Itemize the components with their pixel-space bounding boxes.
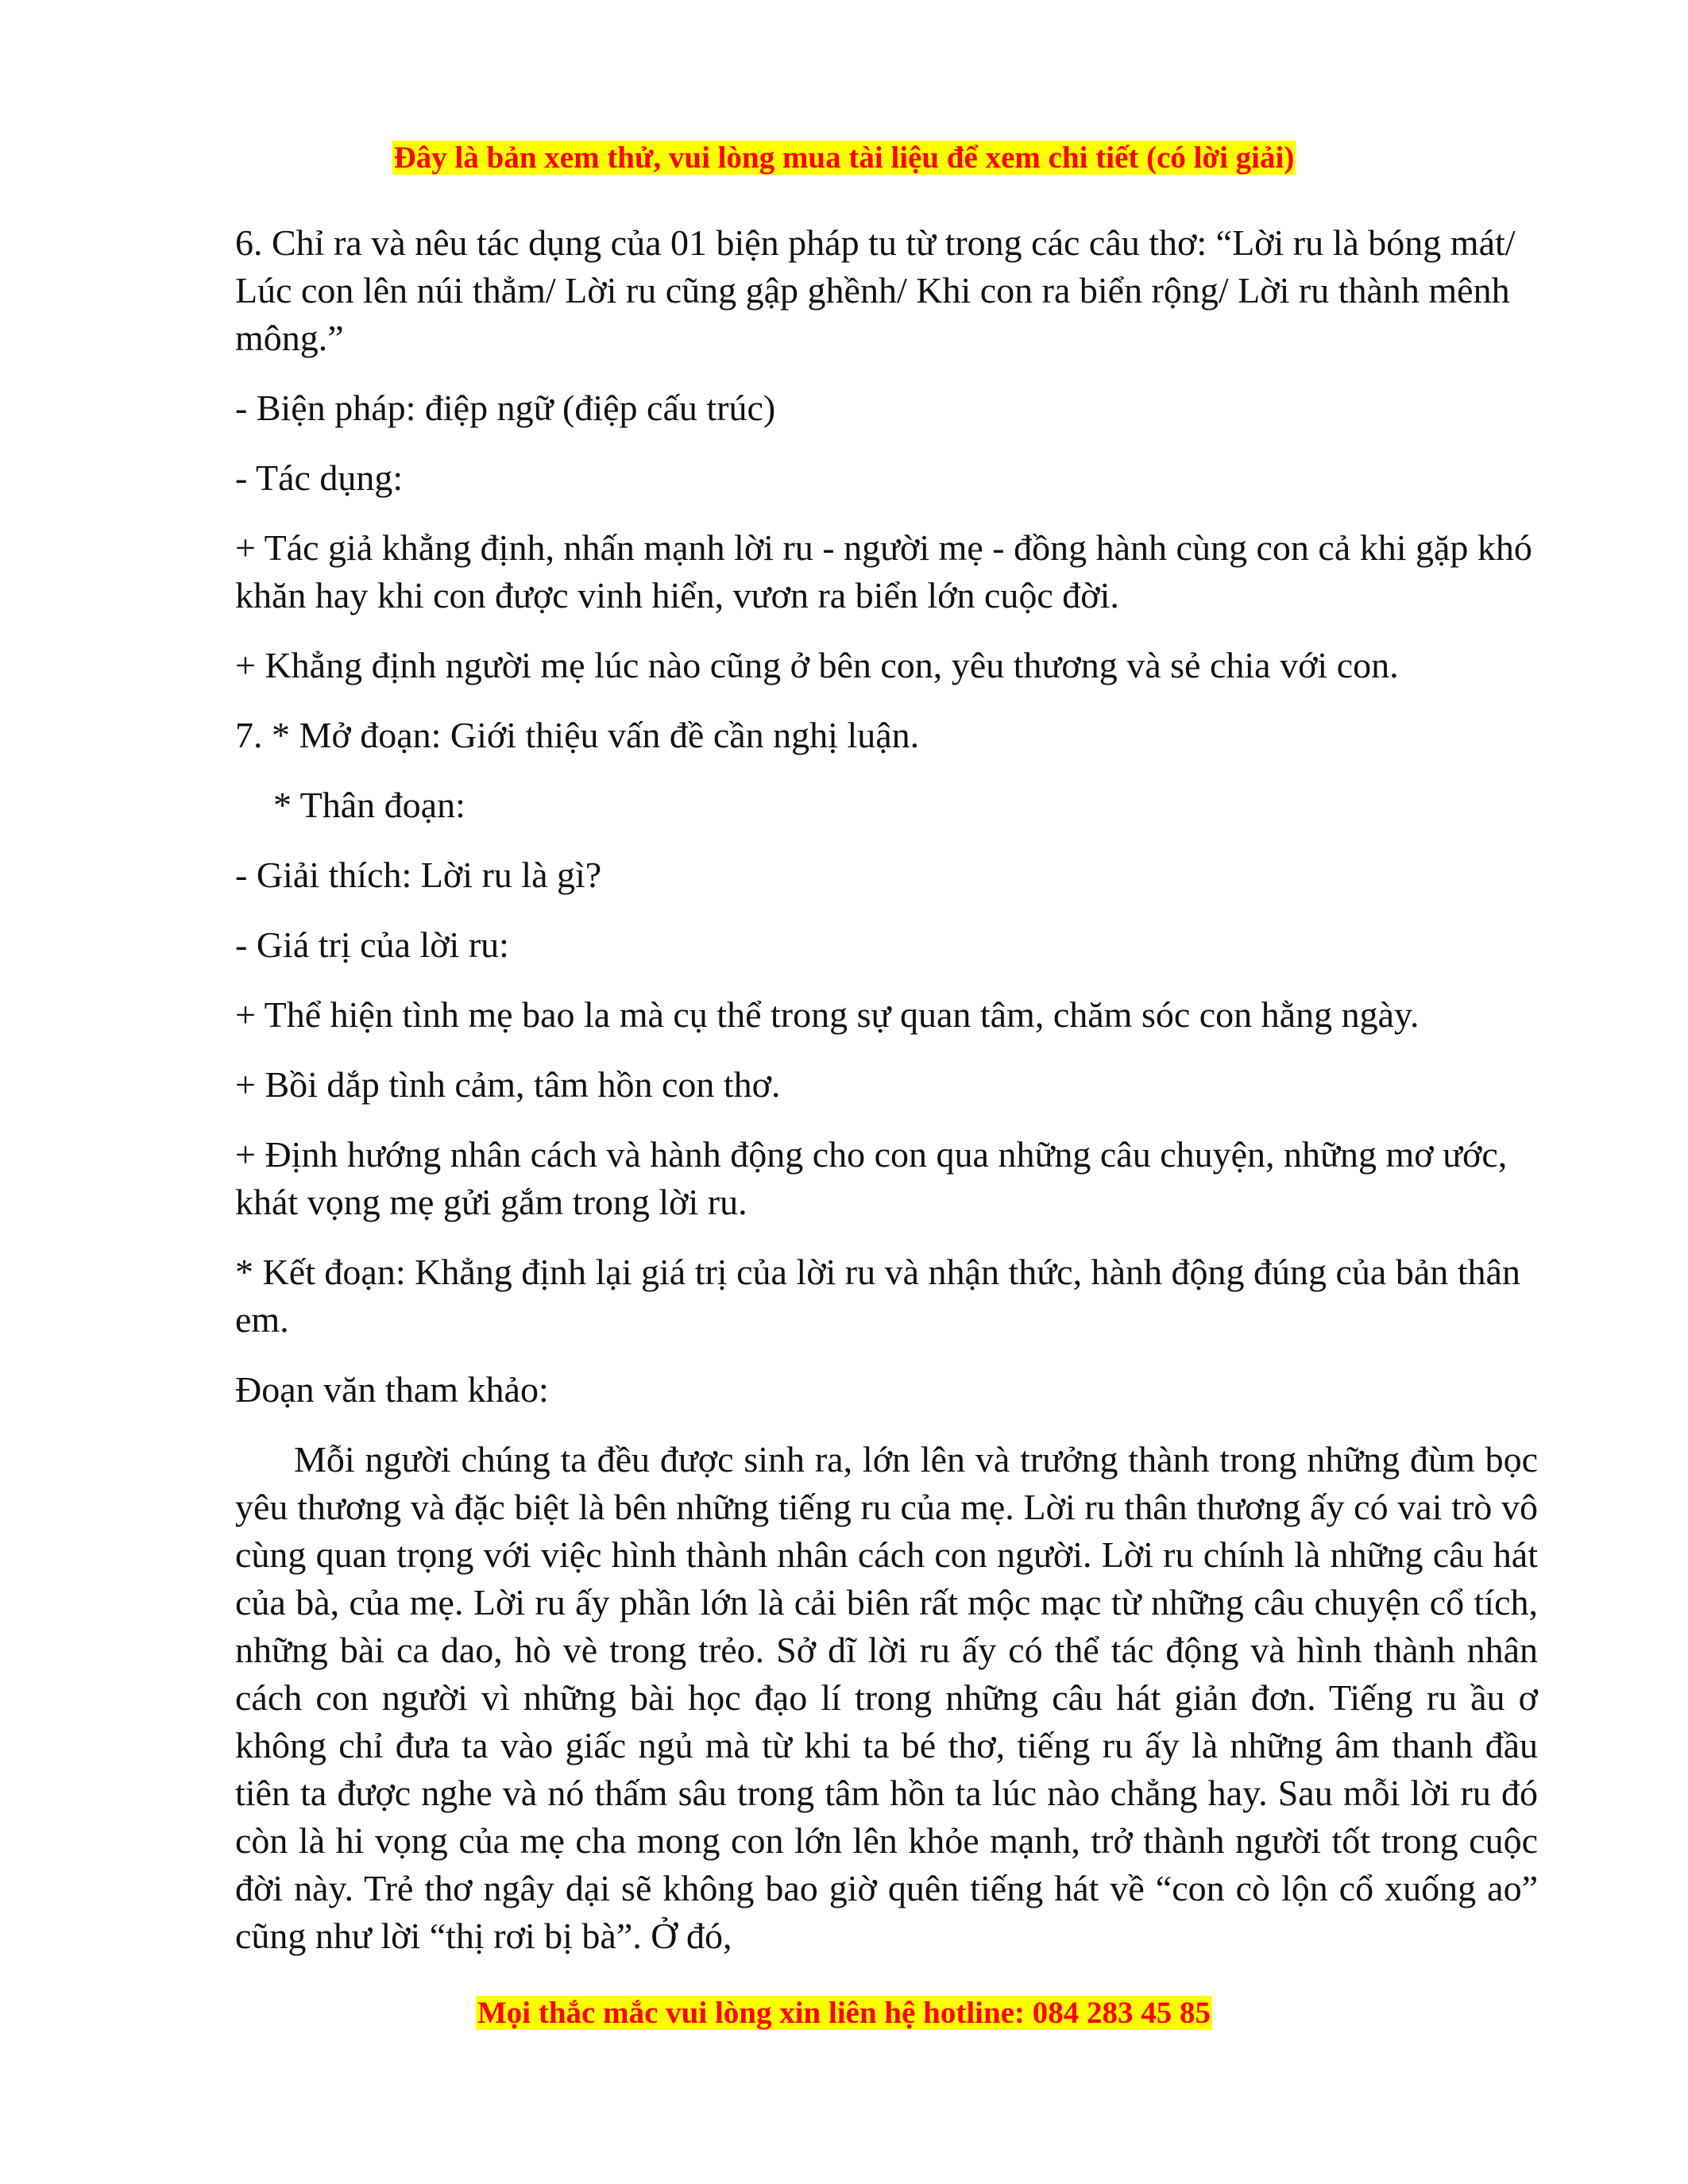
rhetorical-device: - Biện pháp: điệp ngữ (điệp cấu trúc) (235, 388, 776, 428)
effect-point-2: + Khẳng định người mẹ lúc nào cũng ở bên con, yêu thương và sẻ chia với con. (235, 645, 1399, 685)
explanation-item: - Giải thích: Lời ru là gì? (235, 855, 602, 895)
preview-notice-banner (0, 140, 1688, 176)
effect-point-1: + Tác giả khẳng định, nhấn mạnh lời ru - người mẹ - đồng hành cùng con cả khi gặp khó khăn hay khi con được vinh hiển, vươn ra biển lớn cuộc đời. (235, 527, 1532, 615)
effect-heading: - Tác dụng: (235, 457, 404, 498)
hotline-text: Mọi thắc mắc vui lòng xin liên hệ hotline: 084 283 45 85 (477, 1996, 1211, 2030)
document-body (235, 219, 1538, 1960)
preview-notice-text: Đây là bản xem thử, vui lòng mua tài liệu để xem chi tiết (có lời giải) (393, 141, 1295, 175)
question-7-opening: 7. * Mở đoạn: Giới thiệu vấn đề cần nghị luận. (235, 715, 920, 755)
value-point-2: + Bồi dắp tình cảm, tâm hồn con thơ. (235, 1064, 781, 1105)
value-heading: - Giá trị của lời ru: (235, 924, 509, 965)
reference-paragraph-label: Đoạn văn tham khảo: (235, 1369, 549, 1410)
hotline-banner (0, 1995, 1688, 2032)
body-section-heading: * Thân đoạn: (273, 785, 465, 825)
conclusion-item: * Kết đoạn: Khẳng định lại giá trị của lời ru và nhận thức, hành động đúng của bản thân em. (235, 1252, 1520, 1340)
value-point-1: + Thể hiện tình mẹ bao la mà cụ thể trong sự quan tâm, chăm sóc con hằng ngày. (235, 994, 1420, 1035)
value-point-3: + Định hướng nhân cách và hành động cho con qua những câu chuyện, những mơ ước, khát vọng mẹ gửi gắm trong lời ru. (235, 1134, 1508, 1222)
question-6: 6. Chỉ ra và nêu tác dụng của 01 biện pháp tu từ trong các câu thơ: “Lời ru là bóng mát/ Lúc con lên núi thẳm/ Lời ru cũng gập ghềnh/ Khi con ra biển rộng/ Lời ru thành mênh mông.” (235, 222, 1516, 358)
reference-essay: Mỗi người chúng ta đều được sinh ra, lớn lên và trưởng thành trong những đùm bọc yêu thương và đặc biệt là bên những tiếng ru của mẹ. Lời ru thân thương ấy có vai trò vô cùng quan trọng với việc hình thành nhân cách con người. Lời ru chính là những câu hát của bà, của mẹ. Lời ru ấy phần lớn là cải biên rất mộc mạc từ những câu chuyện cổ tích, những bài ca dao, hò vè trong trẻo. Sở dĩ lời ru ấy có thể tác động và hình thành nhân cách con người vì những bài học đạo lí trong những câu hát giản đơn. Tiếng ru ầu ơ không chỉ đưa ta vào giấc ngủ mà từ khi ta bé thơ, tiếng ru ấy là những âm thanh đầu tiên ta được nghe và nó thấm sâu trong tâm hồn ta lúc nào chẳng hay. Sau mỗi lời ru đó còn là hi vọng của mẹ cha mong con lớn lên khỏe mạnh, trở thành người tốt trong cuộc đời này. Trẻ thơ ngây dại sẽ không bao giờ quên tiếng hát về “con cò lộn cổ xuống ao” cũng như lời “thị rơi bị bà”. Ở đó, (235, 1439, 1538, 1956)
